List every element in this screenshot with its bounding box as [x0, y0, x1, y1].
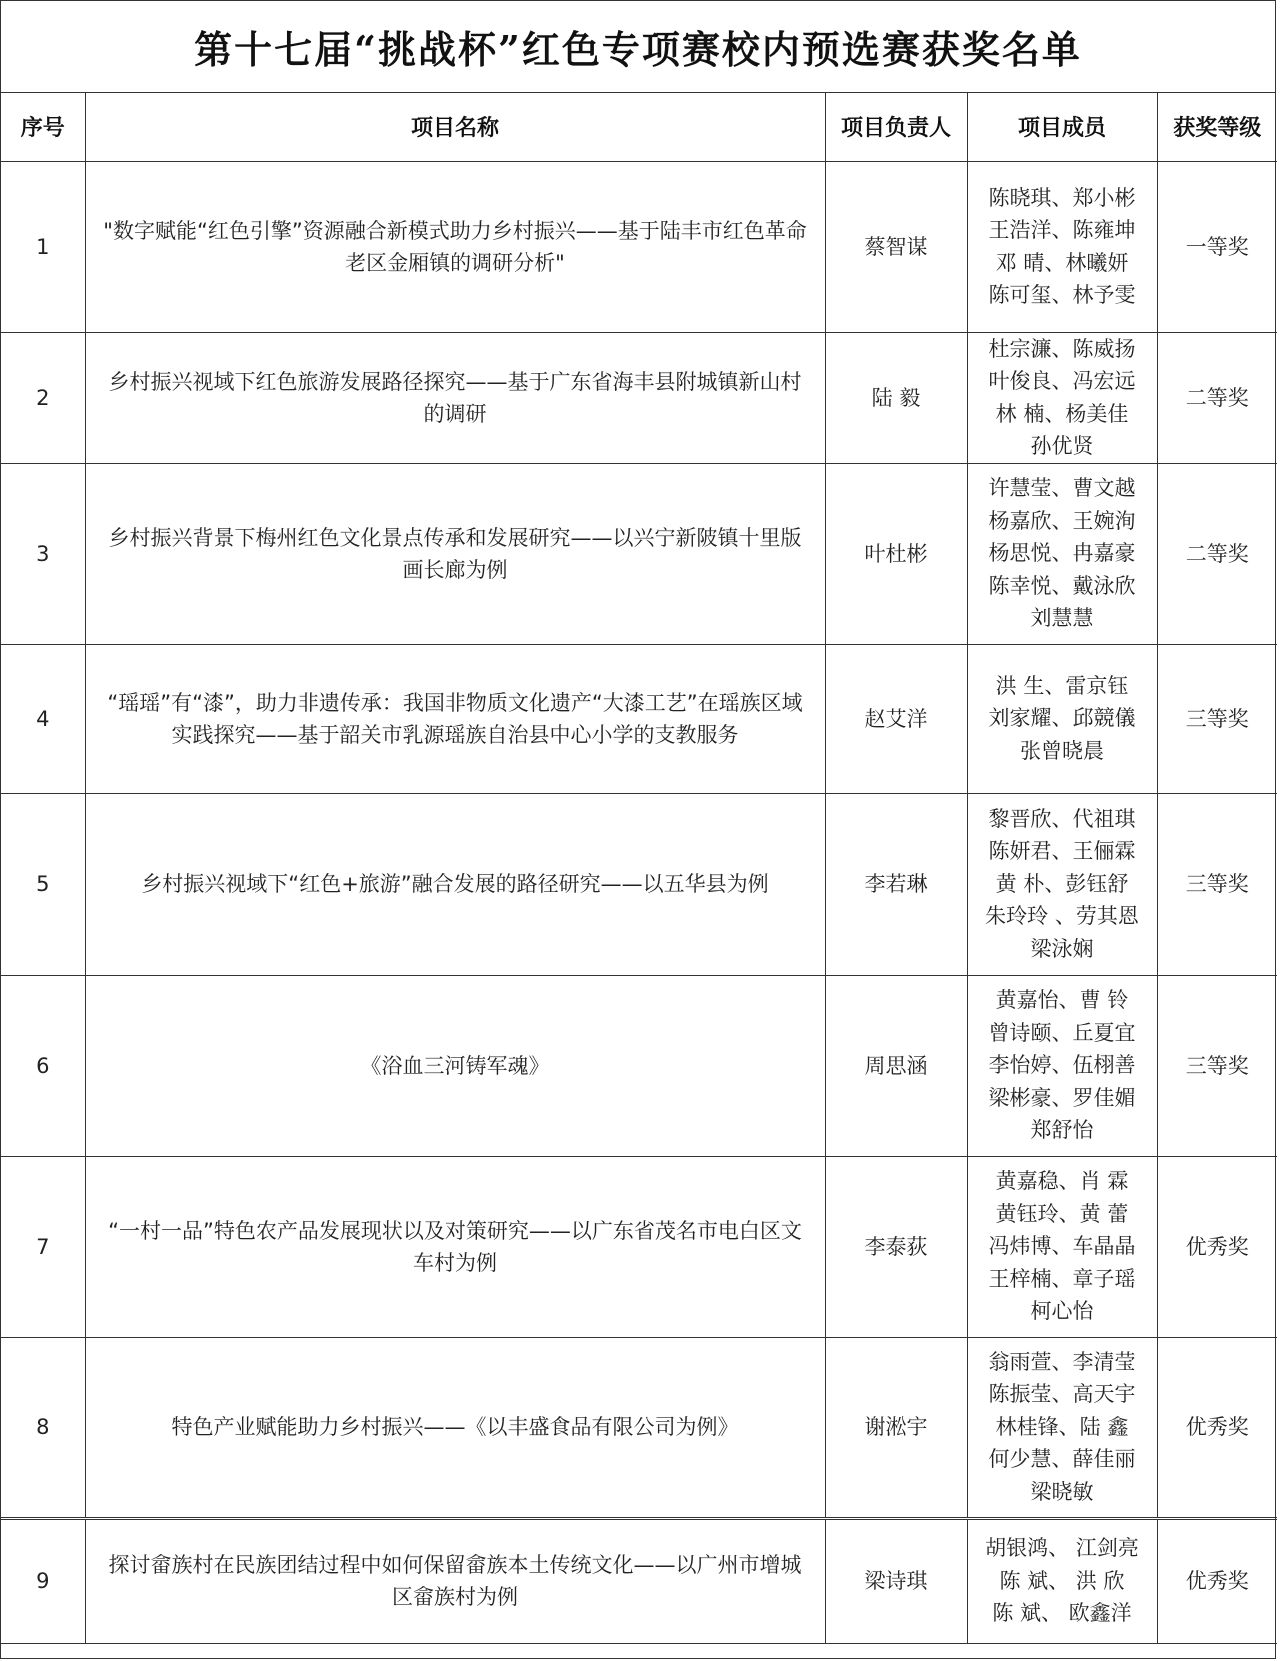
table-row — [1, 1337, 1277, 1518]
table-row — [1, 1518, 1277, 1643]
table-row — [1, 793, 1277, 975]
award-level: 二等奖 — [1157, 332, 1277, 463]
project-name: “一村一品”特色农产品发展现状以及对策研究——以广东省茂名市电白区文车村为例 — [85, 1156, 825, 1337]
header-award: 获奖等级 — [1157, 93, 1277, 161]
award-level: 优秀奖 — [1157, 1518, 1277, 1643]
award-table — [1, 93, 1277, 1644]
project-leader: 赵艾洋 — [825, 644, 967, 793]
header-leader: 项目负责人 — [825, 93, 967, 161]
table-row — [1, 463, 1277, 644]
award-level: 优秀奖 — [1157, 1337, 1277, 1518]
project-members: 洪 生、雷京钰 刘家耀、邱競儀 张曾晓晨 — [967, 644, 1157, 793]
project-leader: 梁诗琪 — [825, 1518, 967, 1643]
project-name: 乡村振兴视域下红色旅游发展路径探究——基于广东省海丰县附城镇新山村的调研 — [85, 332, 825, 463]
table-row — [1, 161, 1277, 332]
project-members: 黎晋欣、代祖琪 陈妍君、王俪霖 黄 朴、彭钰舒 朱玲玲 、劳其恩 梁泳娴 — [967, 793, 1157, 975]
project-name: 特色产业赋能助力乡村振兴——《以丰盛食品有限公司为例》 — [85, 1337, 825, 1518]
project-leader: 李泰荻 — [825, 1156, 967, 1337]
project-name: "数字赋能“红色引擎”资源融合新模式助力乡村振兴——基于陆丰市红色革命老区金厢镇的调研分析" — [85, 161, 825, 332]
project-members: 翁雨萱、李清莹 陈振莹、高天宇 林桂锋、陆 鑫 何少慧、薛佳丽 梁晓敏 — [967, 1337, 1157, 1518]
row-index: 2 — [1, 332, 85, 463]
table-row — [1, 332, 1277, 463]
header-members: 项目成员 — [967, 93, 1157, 161]
header-project: 项目名称 — [85, 93, 825, 161]
award-level: 三等奖 — [1157, 644, 1277, 793]
table-row — [1, 975, 1277, 1156]
table-header-row — [1, 93, 1277, 161]
award-level: 优秀奖 — [1157, 1156, 1277, 1337]
project-members: 杜宗濂、陈威扬 叶俊良、冯宏远 林 楠、杨美佳 孙优贤 — [967, 332, 1157, 463]
award-level: 二等奖 — [1157, 463, 1277, 644]
project-leader: 周思涵 — [825, 975, 967, 1156]
project-name: “瑶瑶”有“漆”，助力非遗传承：我国非物质文化遗产“大漆工艺”在瑶族区域实践探究——基于韶关市乳源瑶族自治县中心小学的支教服务 — [85, 644, 825, 793]
table-row — [1, 644, 1277, 793]
row-index: 4 — [1, 644, 85, 793]
award-level: 一等奖 — [1157, 161, 1277, 332]
project-members: 陈晓琪、郑小彬 王浩洋、陈雍坤 邓 晴、林曦妍 陈可玺、林予雯 — [967, 161, 1157, 332]
project-members: 许慧莹、曹文越 杨嘉欣、王婉洵 杨思悦、冉嘉豪 陈幸悦、戴泳欣 刘慧慧 — [967, 463, 1157, 644]
page-title: 第十七届“挑战杯”红色专项赛校内预选赛获奖名单 — [1, 1, 1275, 93]
row-index: 3 — [1, 463, 85, 644]
row-index: 5 — [1, 793, 85, 975]
row-index: 7 — [1, 1156, 85, 1337]
row-index: 8 — [1, 1337, 85, 1518]
project-leader: 叶杜彬 — [825, 463, 967, 644]
award-level: 三等奖 — [1157, 975, 1277, 1156]
award-level: 三等奖 — [1157, 793, 1277, 975]
project-leader: 谢淞宇 — [825, 1337, 967, 1518]
project-leader: 陆 毅 — [825, 332, 967, 463]
row-index: 9 — [1, 1518, 85, 1643]
project-members: 黄嘉怡、曹 铃 曾诗颐、丘夏宜 李怡婷、伍栩善 梁彬豪、罗佳媚 郑舒怡 — [967, 975, 1157, 1156]
table-row — [1, 1156, 1277, 1337]
row-index: 6 — [1, 975, 85, 1156]
project-name: 乡村振兴背景下梅州红色文化景点传承和发展研究——以兴宁新陂镇十里版画长廊为例 — [85, 463, 825, 644]
project-members: 胡银鸿、 江剑亮 陈 斌、 洪 欣 陈 斌、 欧鑫洋 — [967, 1518, 1157, 1643]
project-name: 乡村振兴视域下“红色+旅游”融合发展的路径研究——以五华县为例 — [85, 793, 825, 975]
row-index: 1 — [1, 161, 85, 332]
project-name: 《浴血三河铸军魂》 — [85, 975, 825, 1156]
header-index: 序号 — [1, 93, 85, 161]
project-members: 黄嘉稳、肖 霖 黄钰玲、黄 蕾 冯炜博、车晶晶 王梓楠、章子瑶 柯心怡 — [967, 1156, 1157, 1337]
project-leader: 蔡智谋 — [825, 161, 967, 332]
project-name: 探讨畲族村在民族团结过程中如何保留畲族本土传统文化——以广州市增城区畲族村为例 — [85, 1518, 825, 1643]
project-leader: 李若琳 — [825, 793, 967, 975]
